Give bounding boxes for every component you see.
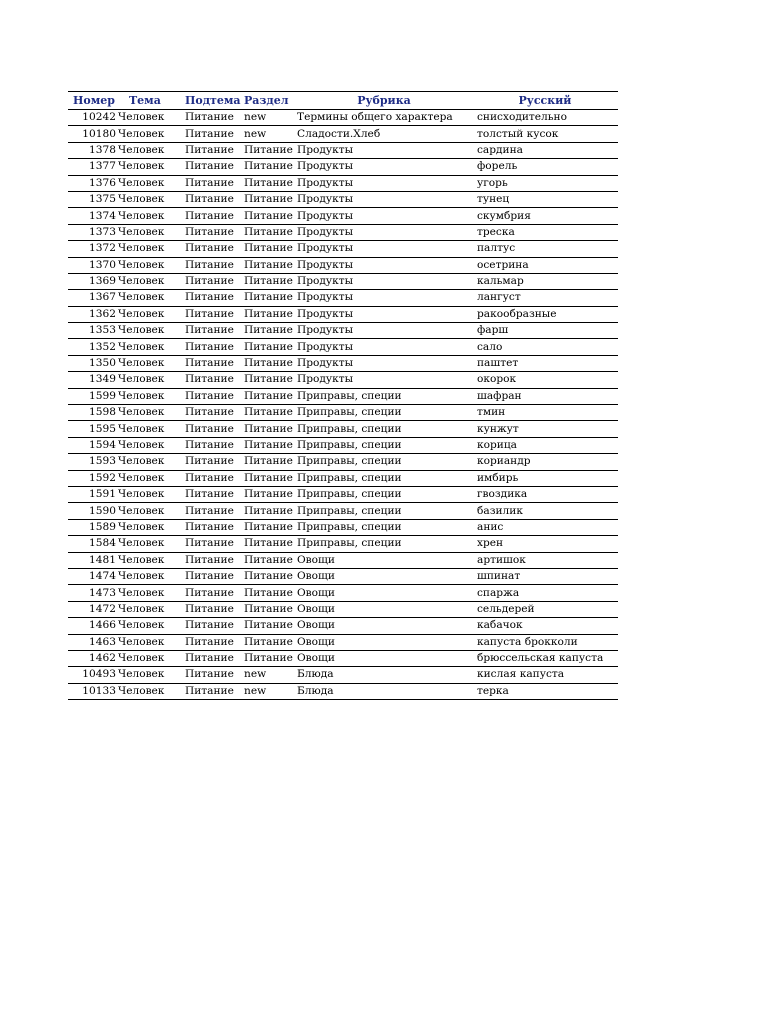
cell-russian: брюссельская капуста	[472, 650, 618, 666]
cell-russian: сельдерей	[472, 601, 618, 617]
table-header-row	[68, 92, 618, 110]
cell-section: Питание	[239, 618, 296, 634]
vocabulary-table	[68, 91, 618, 700]
cell-tema: Человек	[117, 257, 176, 273]
cell-section: new	[239, 667, 296, 683]
cell-tema: Человек	[117, 667, 176, 683]
header-section: Раздел	[239, 92, 296, 110]
cell-subtema: Питание	[176, 552, 239, 568]
cell-section: Питание	[239, 208, 296, 224]
cell-tema: Человек	[117, 650, 176, 666]
cell-tema: Человек	[117, 454, 176, 470]
cell-section: Питание	[239, 601, 296, 617]
cell-section: Питание	[239, 191, 296, 207]
cell-tema: Человек	[117, 405, 176, 421]
cell-section: Питание	[239, 470, 296, 486]
cell-rubric: Приправы, специи	[296, 536, 472, 552]
cell-tema: Человек	[117, 159, 176, 175]
table-row	[68, 323, 618, 339]
cell-russian: тунец	[472, 191, 618, 207]
cell-number: 1372	[68, 241, 117, 257]
table-row	[68, 454, 618, 470]
cell-tema: Человек	[117, 142, 176, 158]
cell-section: Питание	[239, 290, 296, 306]
cell-russian: кориандр	[472, 454, 618, 470]
cell-russian: осетрина	[472, 257, 618, 273]
cell-number: 1466	[68, 618, 117, 634]
cell-number: 1352	[68, 339, 117, 355]
cell-subtema: Питание	[176, 306, 239, 322]
cell-subtema: Питание	[176, 208, 239, 224]
cell-rubric: Овощи	[296, 552, 472, 568]
cell-russian: анис	[472, 519, 618, 535]
cell-rubric: Термины общего характера	[296, 110, 472, 126]
cell-tema: Человек	[117, 388, 176, 404]
cell-rubric: Продукты	[296, 273, 472, 289]
cell-section: Питание	[239, 405, 296, 421]
cell-rubric: Овощи	[296, 618, 472, 634]
table-row	[68, 208, 618, 224]
cell-tema: Человек	[117, 191, 176, 207]
cell-rubric: Приправы, специи	[296, 421, 472, 437]
cell-tema: Человек	[117, 110, 176, 126]
cell-subtema: Питание	[176, 667, 239, 683]
cell-number: 1591	[68, 486, 117, 502]
cell-subtema: Питание	[176, 355, 239, 371]
cell-number: 1376	[68, 175, 117, 191]
cell-russian: ракообразные	[472, 306, 618, 322]
cell-number: 10180	[68, 126, 117, 142]
cell-rubric: Сладости.Хлеб	[296, 126, 472, 142]
cell-number: 1592	[68, 470, 117, 486]
cell-section: Питание	[239, 437, 296, 453]
cell-section: Питание	[239, 568, 296, 584]
table-row	[68, 634, 618, 650]
cell-tema: Человек	[117, 536, 176, 552]
table-row	[68, 683, 618, 699]
cell-russian: терка	[472, 683, 618, 699]
cell-rubric: Продукты	[296, 372, 472, 388]
cell-tema: Человек	[117, 421, 176, 437]
header-subtema: Подтема	[176, 92, 239, 110]
cell-subtema: Питание	[176, 618, 239, 634]
cell-subtema: Питание	[176, 142, 239, 158]
cell-section: Питание	[239, 454, 296, 470]
cell-tema: Человек	[117, 486, 176, 502]
cell-section: Питание	[239, 519, 296, 535]
cell-rubric: Продукты	[296, 257, 472, 273]
cell-tema: Человек	[117, 634, 176, 650]
cell-russian: имбирь	[472, 470, 618, 486]
cell-tema: Человек	[117, 683, 176, 699]
vocabulary-table-sheet	[68, 91, 618, 700]
cell-number: 1594	[68, 437, 117, 453]
cell-subtema: Питание	[176, 503, 239, 519]
cell-rubric: Приправы, специи	[296, 470, 472, 486]
cell-rubric: Продукты	[296, 306, 472, 322]
cell-section: Питание	[239, 585, 296, 601]
cell-tema: Человек	[117, 552, 176, 568]
cell-section: new	[239, 683, 296, 699]
cell-rubric: Продукты	[296, 142, 472, 158]
cell-section: Питание	[239, 339, 296, 355]
cell-number: 1598	[68, 405, 117, 421]
cell-subtema: Питание	[176, 437, 239, 453]
cell-number: 1353	[68, 323, 117, 339]
cell-rubric: Приправы, специи	[296, 503, 472, 519]
cell-subtema: Питание	[176, 568, 239, 584]
cell-rubric: Продукты	[296, 323, 472, 339]
cell-section: Питание	[239, 175, 296, 191]
table-row	[68, 110, 618, 126]
cell-rubric: Продукты	[296, 191, 472, 207]
cell-section: Питание	[239, 142, 296, 158]
cell-number: 1349	[68, 372, 117, 388]
cell-tema: Человек	[117, 208, 176, 224]
cell-tema: Человек	[117, 568, 176, 584]
cell-section: Питание	[239, 552, 296, 568]
cell-russian: угорь	[472, 175, 618, 191]
cell-section: Питание	[239, 355, 296, 371]
cell-number: 1474	[68, 568, 117, 584]
cell-subtema: Питание	[176, 339, 239, 355]
cell-number: 1472	[68, 601, 117, 617]
cell-rubric: Приправы, специи	[296, 519, 472, 535]
cell-number: 1595	[68, 421, 117, 437]
cell-russian: сардина	[472, 142, 618, 158]
cell-subtema: Питание	[176, 454, 239, 470]
cell-subtema: Питание	[176, 683, 239, 699]
cell-number: 1584	[68, 536, 117, 552]
cell-number: 1589	[68, 519, 117, 535]
cell-russian: снисходительно	[472, 110, 618, 126]
cell-number: 1481	[68, 552, 117, 568]
cell-rubric: Приправы, специи	[296, 454, 472, 470]
cell-russian: шафран	[472, 388, 618, 404]
cell-number: 1374	[68, 208, 117, 224]
cell-section: Питание	[239, 224, 296, 240]
table-row	[68, 241, 618, 257]
cell-tema: Человек	[117, 273, 176, 289]
table-row	[68, 421, 618, 437]
cell-section: Питание	[239, 486, 296, 502]
cell-number: 1462	[68, 650, 117, 666]
cell-tema: Человек	[117, 355, 176, 371]
cell-section: Питание	[239, 634, 296, 650]
table-row	[68, 519, 618, 535]
cell-tema: Человек	[117, 290, 176, 306]
table-row	[68, 601, 618, 617]
cell-subtema: Питание	[176, 175, 239, 191]
table-row	[68, 306, 618, 322]
cell-subtema: Питание	[176, 257, 239, 273]
cell-section: Питание	[239, 421, 296, 437]
table-row	[68, 667, 618, 683]
cell-tema: Человек	[117, 601, 176, 617]
table-body	[68, 110, 618, 700]
cell-subtema: Питание	[176, 191, 239, 207]
cell-number: 10133	[68, 683, 117, 699]
cell-rubric: Продукты	[296, 339, 472, 355]
cell-tema: Человек	[117, 585, 176, 601]
cell-section: Питание	[239, 257, 296, 273]
cell-rubric: Продукты	[296, 355, 472, 371]
cell-rubric: Продукты	[296, 224, 472, 240]
cell-subtema: Питание	[176, 224, 239, 240]
cell-rubric: Блюда	[296, 683, 472, 699]
cell-rubric: Блюда	[296, 667, 472, 683]
table-row	[68, 339, 618, 355]
cell-rubric: Овощи	[296, 585, 472, 601]
cell-section: Питание	[239, 650, 296, 666]
table-row	[68, 405, 618, 421]
cell-number: 10242	[68, 110, 117, 126]
cell-tema: Человек	[117, 175, 176, 191]
cell-russian: кабачок	[472, 618, 618, 634]
cell-russian: палтус	[472, 241, 618, 257]
cell-subtema: Питание	[176, 585, 239, 601]
cell-number: 10493	[68, 667, 117, 683]
cell-number: 1370	[68, 257, 117, 273]
cell-subtema: Питание	[176, 634, 239, 650]
cell-number: 1377	[68, 159, 117, 175]
cell-rubric: Продукты	[296, 290, 472, 306]
cell-section: Питание	[239, 503, 296, 519]
table-row	[68, 372, 618, 388]
cell-tema: Человек	[117, 618, 176, 634]
table-row	[68, 290, 618, 306]
cell-tema: Человек	[117, 437, 176, 453]
cell-subtema: Питание	[176, 126, 239, 142]
cell-section: Питание	[239, 323, 296, 339]
table-row	[68, 503, 618, 519]
cell-rubric: Овощи	[296, 634, 472, 650]
cell-russian: корица	[472, 437, 618, 453]
cell-russian: тмин	[472, 405, 618, 421]
cell-russian: кунжут	[472, 421, 618, 437]
cell-tema: Человек	[117, 241, 176, 257]
cell-rubric: Продукты	[296, 175, 472, 191]
cell-subtema: Питание	[176, 323, 239, 339]
cell-rubric: Овощи	[296, 650, 472, 666]
cell-subtema: Питание	[176, 519, 239, 535]
cell-subtema: Питание	[176, 372, 239, 388]
cell-tema: Человек	[117, 372, 176, 388]
cell-subtema: Питание	[176, 601, 239, 617]
cell-rubric: Овощи	[296, 568, 472, 584]
cell-tema: Человек	[117, 470, 176, 486]
cell-rubric: Приправы, специи	[296, 437, 472, 453]
cell-section: Питание	[239, 388, 296, 404]
cell-rubric: Приправы, специи	[296, 486, 472, 502]
cell-section: new	[239, 126, 296, 142]
cell-russian: артишок	[472, 552, 618, 568]
cell-number: 1378	[68, 142, 117, 158]
cell-russian: окорок	[472, 372, 618, 388]
cell-russian: капуста брокколи	[472, 634, 618, 650]
cell-section: Питание	[239, 273, 296, 289]
cell-rubric: Приправы, специи	[296, 405, 472, 421]
cell-subtema: Питание	[176, 388, 239, 404]
header-tema: Тема	[117, 92, 176, 110]
table-row	[68, 650, 618, 666]
table-row	[68, 552, 618, 568]
cell-number: 1350	[68, 355, 117, 371]
cell-subtema: Питание	[176, 650, 239, 666]
cell-russian: толстый кусок	[472, 126, 618, 142]
cell-russian: базилик	[472, 503, 618, 519]
cell-russian: фарш	[472, 323, 618, 339]
cell-rubric: Продукты	[296, 208, 472, 224]
cell-russian: спаржа	[472, 585, 618, 601]
cell-russian: форель	[472, 159, 618, 175]
table-row	[68, 618, 618, 634]
cell-number: 1373	[68, 224, 117, 240]
cell-russian: кислая капуста	[472, 667, 618, 683]
cell-subtema: Питание	[176, 290, 239, 306]
header-rubric: Рубрика	[296, 92, 472, 110]
cell-section: Питание	[239, 241, 296, 257]
table-row	[68, 142, 618, 158]
cell-number: 1362	[68, 306, 117, 322]
cell-rubric: Приправы, специи	[296, 388, 472, 404]
cell-russian: лангуст	[472, 290, 618, 306]
cell-subtema: Питание	[176, 405, 239, 421]
cell-section: Питание	[239, 159, 296, 175]
table-row	[68, 273, 618, 289]
cell-number: 1375	[68, 191, 117, 207]
table-row	[68, 470, 618, 486]
table-row	[68, 486, 618, 502]
table-row	[68, 568, 618, 584]
cell-section: Питание	[239, 306, 296, 322]
cell-subtema: Питание	[176, 421, 239, 437]
cell-number: 1593	[68, 454, 117, 470]
cell-number: 1599	[68, 388, 117, 404]
table-row	[68, 536, 618, 552]
table-row	[68, 175, 618, 191]
cell-tema: Человек	[117, 503, 176, 519]
table-row	[68, 257, 618, 273]
cell-subtema: Питание	[176, 470, 239, 486]
cell-tema: Человек	[117, 339, 176, 355]
cell-subtema: Питание	[176, 110, 239, 126]
table-row	[68, 224, 618, 240]
header-russian: Русский	[472, 92, 618, 110]
cell-number: 1367	[68, 290, 117, 306]
cell-number: 1369	[68, 273, 117, 289]
cell-russian: гвоздика	[472, 486, 618, 502]
cell-subtema: Питание	[176, 241, 239, 257]
cell-russian: сало	[472, 339, 618, 355]
cell-rubric: Продукты	[296, 159, 472, 175]
cell-subtema: Питание	[176, 159, 239, 175]
table-row	[68, 388, 618, 404]
table-row	[68, 437, 618, 453]
cell-number: 1473	[68, 585, 117, 601]
cell-tema: Человек	[117, 224, 176, 240]
cell-russian: кальмар	[472, 273, 618, 289]
cell-subtema: Питание	[176, 536, 239, 552]
cell-russian: паштет	[472, 355, 618, 371]
cell-tema: Человек	[117, 519, 176, 535]
cell-section: Питание	[239, 372, 296, 388]
cell-tema: Человек	[117, 306, 176, 322]
table-row	[68, 585, 618, 601]
table-row	[68, 355, 618, 371]
cell-section: new	[239, 110, 296, 126]
cell-tema: Человек	[117, 126, 176, 142]
cell-russian: хрен	[472, 536, 618, 552]
table-row	[68, 126, 618, 142]
cell-russian: скумбрия	[472, 208, 618, 224]
cell-tema: Человек	[117, 323, 176, 339]
cell-russian: шпинат	[472, 568, 618, 584]
cell-number: 1463	[68, 634, 117, 650]
header-number: Номер	[68, 92, 117, 110]
cell-number: 1590	[68, 503, 117, 519]
cell-subtema: Питание	[176, 273, 239, 289]
cell-section: Питание	[239, 536, 296, 552]
cell-rubric: Продукты	[296, 241, 472, 257]
cell-russian: треска	[472, 224, 618, 240]
cell-rubric: Овощи	[296, 601, 472, 617]
table-row	[68, 191, 618, 207]
cell-subtema: Питание	[176, 486, 239, 502]
table-row	[68, 159, 618, 175]
